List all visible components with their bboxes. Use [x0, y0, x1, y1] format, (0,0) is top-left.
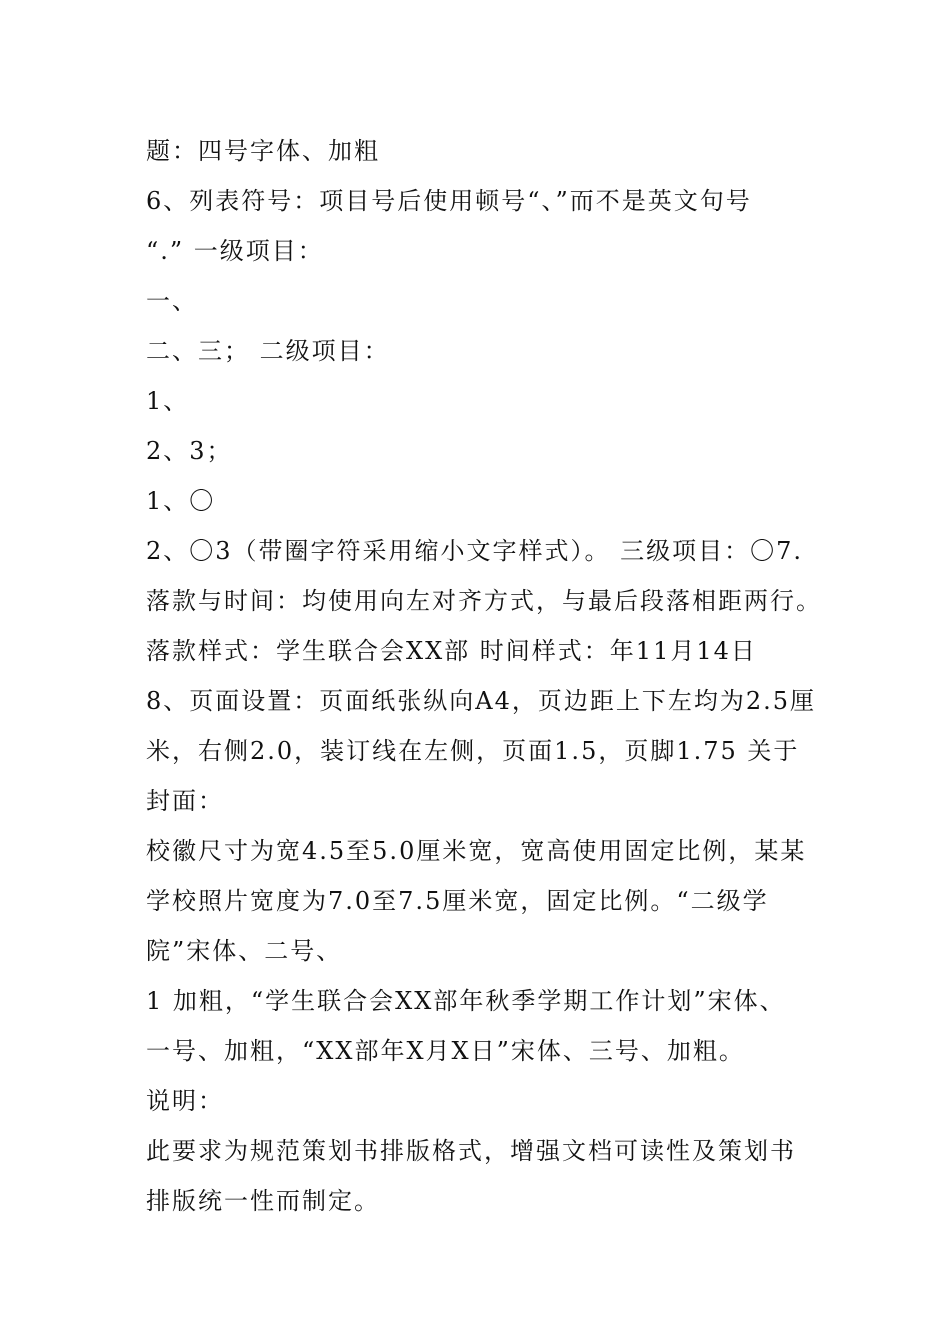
text-line: 说明：	[146, 1087, 224, 1115]
text-line: 落款与时间：均使用向左对齐方式，与最后段落相距两行。	[146, 587, 822, 615]
text-line: 排版统一性而制定。	[146, 1187, 380, 1215]
text-line: 1 加粗，“学生联合会XX部年秋季学期工作计划”宋体、	[146, 987, 786, 1015]
text-line: 题：四号字体、加粗	[146, 137, 380, 165]
text-line: 校徽尺寸为宽4.5至5.0厘米宽，宽高使用固定比例，某某	[146, 837, 807, 865]
text-line: 2、〇3（带圈字符采用缩小文字样式）。 三级项目：〇7.	[146, 537, 804, 565]
text-line: 落款样式：学生联合会XX部 时间样式：年11月14日	[146, 637, 757, 665]
text-line: 院”宋体、二号、	[146, 937, 343, 965]
text-line: 1、〇	[146, 487, 216, 515]
text-line: 6、列表符号：项目号后使用顿号“、”而不是英文句号	[146, 187, 752, 215]
text-line: 2、3；	[146, 437, 233, 465]
text-line: 此要求为规范策划书排版格式，增强文档可读性及策划书	[146, 1137, 796, 1165]
text-line: 一、	[146, 287, 198, 315]
text-line: 封面：	[146, 787, 224, 815]
text-line: 8、页面设置：页面纸张纵向A4，页边距上下左均为2.5厘	[146, 687, 817, 715]
text-line: 米，右侧2.0，装订线在左侧，页面1.5，页脚1.75 关于	[146, 737, 800, 765]
text-line: 学校照片宽度为7.0至7.5厘米宽，固定比例。“二级学	[146, 887, 769, 915]
text-line: 一号、加粗，“XX部年X月X日”宋体、三号、加粗。	[146, 1037, 745, 1065]
text-line: 二、三； 二级项目：	[146, 337, 390, 365]
text-line: 1、	[146, 387, 190, 415]
text-line: “.” 一级项目：	[146, 237, 324, 265]
